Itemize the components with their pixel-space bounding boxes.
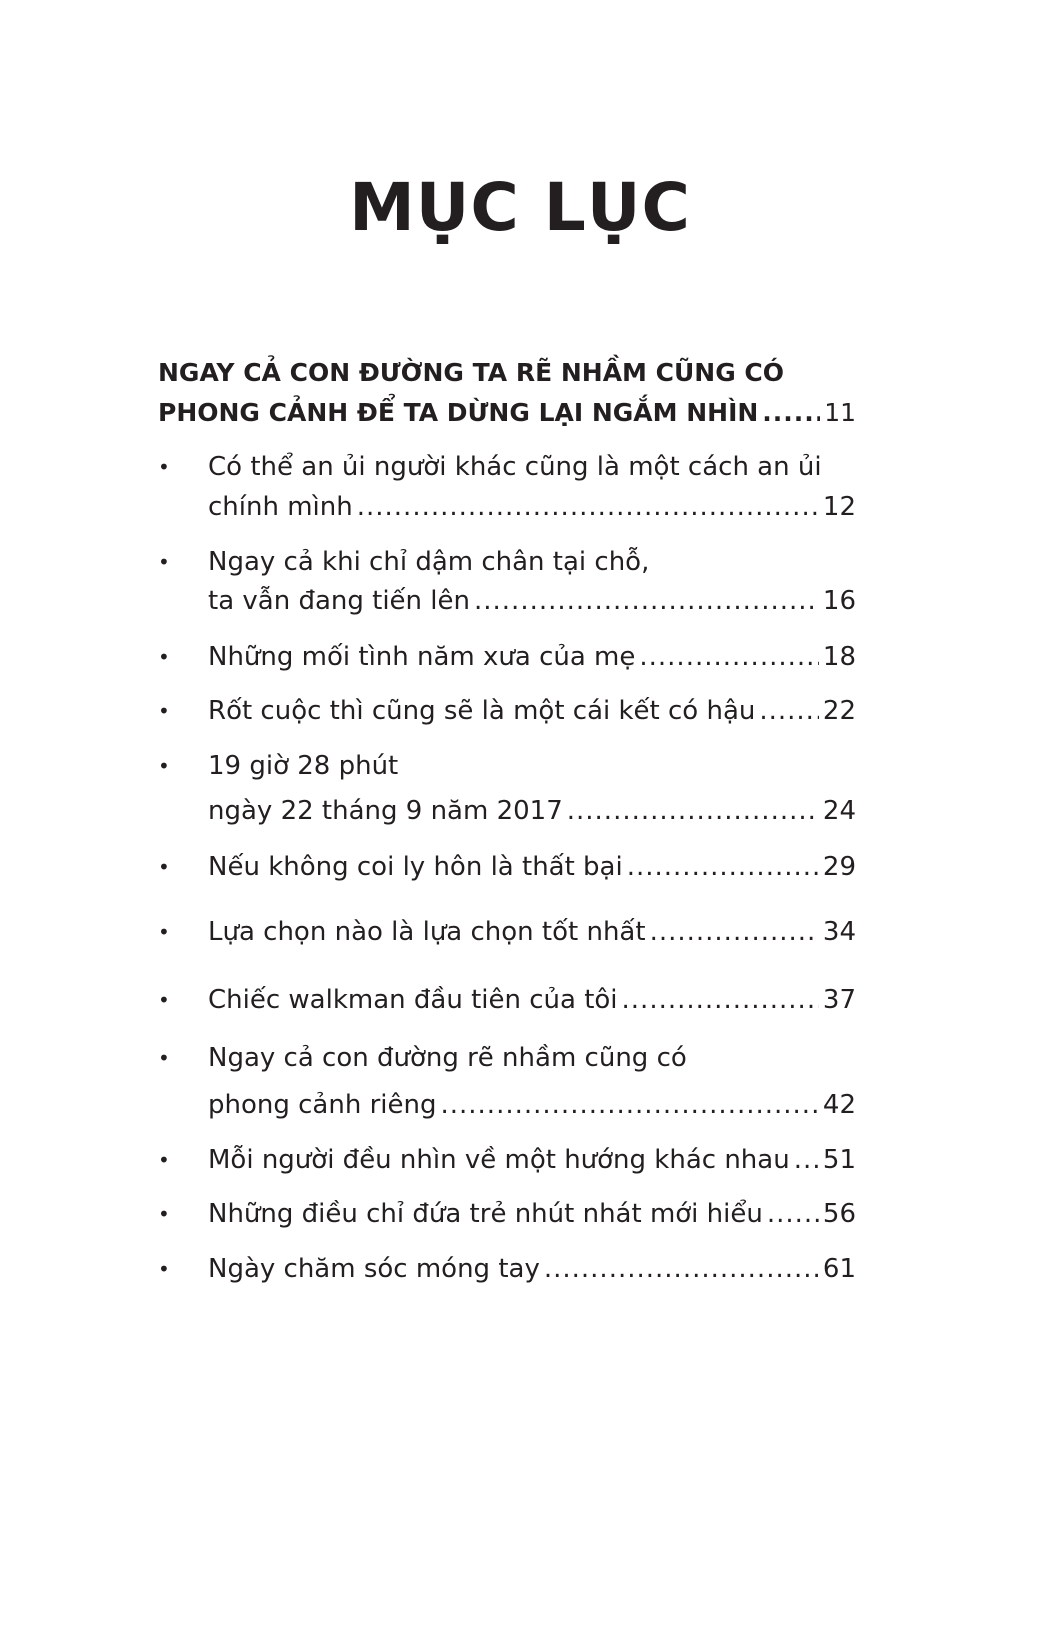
entry-title-line-1: Có thể an ủi người khác cũng là một cách an ủi [208, 452, 822, 482]
toc-entry [158, 1248, 856, 1290]
bullet: • [158, 1046, 170, 1070]
entry-page-number: 12 [822, 492, 856, 522]
entry-page-number: 34 [822, 917, 856, 947]
dot-leader [622, 979, 819, 1021]
toc-entry [158, 446, 856, 488]
dot-leader [650, 911, 819, 953]
entry-page-number: 51 [822, 1145, 856, 1175]
dot-leader [767, 1193, 819, 1235]
toc-entry [158, 1037, 856, 1079]
entry-title: Nếu không coi ly hôn là thất bại [208, 852, 623, 882]
toc-entry [158, 1193, 856, 1235]
toc-entry-continuation [158, 790, 856, 832]
entry-page-number: 22 [822, 696, 856, 726]
entry-title: Những điều chỉ đứa trẻ nhút nhát mới hiểu [208, 1199, 763, 1229]
toc-entry [158, 541, 856, 583]
bullet: • [158, 1257, 170, 1281]
entry-page-number: 42 [822, 1090, 856, 1120]
section-page-number: 11 [824, 398, 856, 427]
bullet: • [158, 645, 170, 669]
entry-title: Chiếc walkman đầu tiên của tôi [208, 985, 618, 1015]
entry-page-number: 61 [822, 1254, 856, 1284]
entry-page-number: 24 [822, 796, 856, 826]
bullet: • [158, 988, 170, 1012]
section-heading-line-1 [158, 352, 856, 394]
section-heading-text-1: NGAY CẢ CON ĐƯỜNG TA RẼ NHẦM CŨNG CÓ [158, 358, 785, 387]
toc-entry-continuation [158, 1084, 856, 1126]
entry-title-line-1: 19 giờ 28 phút [208, 751, 399, 781]
dot-leader [762, 392, 820, 434]
entry-page-number: 18 [822, 642, 856, 672]
dot-leader [544, 1248, 819, 1290]
bullet: • [158, 855, 170, 879]
dot-leader [627, 846, 819, 888]
entry-title-line-1: Ngay cả khi chỉ dậm chân tại chỗ, [208, 547, 650, 577]
dot-leader [357, 486, 819, 528]
dot-leader [440, 1084, 818, 1126]
dot-leader [759, 690, 819, 732]
bullet: • [158, 1148, 170, 1172]
toc-entry [158, 690, 856, 732]
bullet: • [158, 699, 170, 723]
section-heading-text-2: PHONG CẢNH ĐỂ TA DỪNG LẠI NGẮM NHÌN [158, 398, 759, 427]
dot-leader [567, 790, 819, 832]
toc-entry [158, 636, 856, 678]
entry-title: Lựa chọn nào là lựa chọn tốt nhất [208, 917, 646, 947]
toc-entry-continuation [158, 580, 856, 622]
bullet: • [158, 920, 170, 944]
bullet: • [158, 455, 170, 479]
dot-leader [794, 1139, 819, 1181]
entry-title: Mỗi người đều nhìn về một hướng khác nhau [208, 1145, 790, 1175]
entry-page-number: 29 [822, 852, 856, 882]
entry-page-number: 16 [822, 586, 856, 616]
entry-title-line-1: Ngay cả con đường rẽ nhầm cũng có [208, 1043, 687, 1073]
entry-title-line-2: ta vẫn đang tiến lên [208, 586, 470, 616]
toc-entry [158, 745, 856, 787]
entry-title: Ngày chăm sóc móng tay [208, 1254, 540, 1284]
section-heading-line-2 [158, 392, 856, 434]
entry-title: Rốt cuộc thì cũng sẽ là một cái kết có hậu [208, 696, 756, 726]
entry-page-number: 37 [822, 985, 856, 1015]
toc-entry [158, 979, 856, 1021]
page-title: MỤC LỤC [349, 169, 691, 246]
entry-title: Những mối tình năm xưa của mẹ [208, 642, 636, 672]
entry-title-line-2: ngày 22 tháng 9 năm 2017 [208, 796, 563, 826]
toc-entry [158, 1139, 856, 1181]
bullet: • [158, 1202, 170, 1226]
bullet: • [158, 754, 170, 778]
entry-title-line-2: chính mình [208, 492, 353, 522]
dot-leader [474, 580, 819, 622]
dot-leader [639, 636, 819, 678]
entry-page-number: 56 [822, 1199, 856, 1229]
toc-entry [158, 911, 856, 953]
toc-entry-continuation [158, 486, 856, 528]
bullet: • [158, 550, 170, 574]
toc-entry [158, 846, 856, 888]
entry-title-line-2: phong cảnh riêng [208, 1090, 437, 1120]
